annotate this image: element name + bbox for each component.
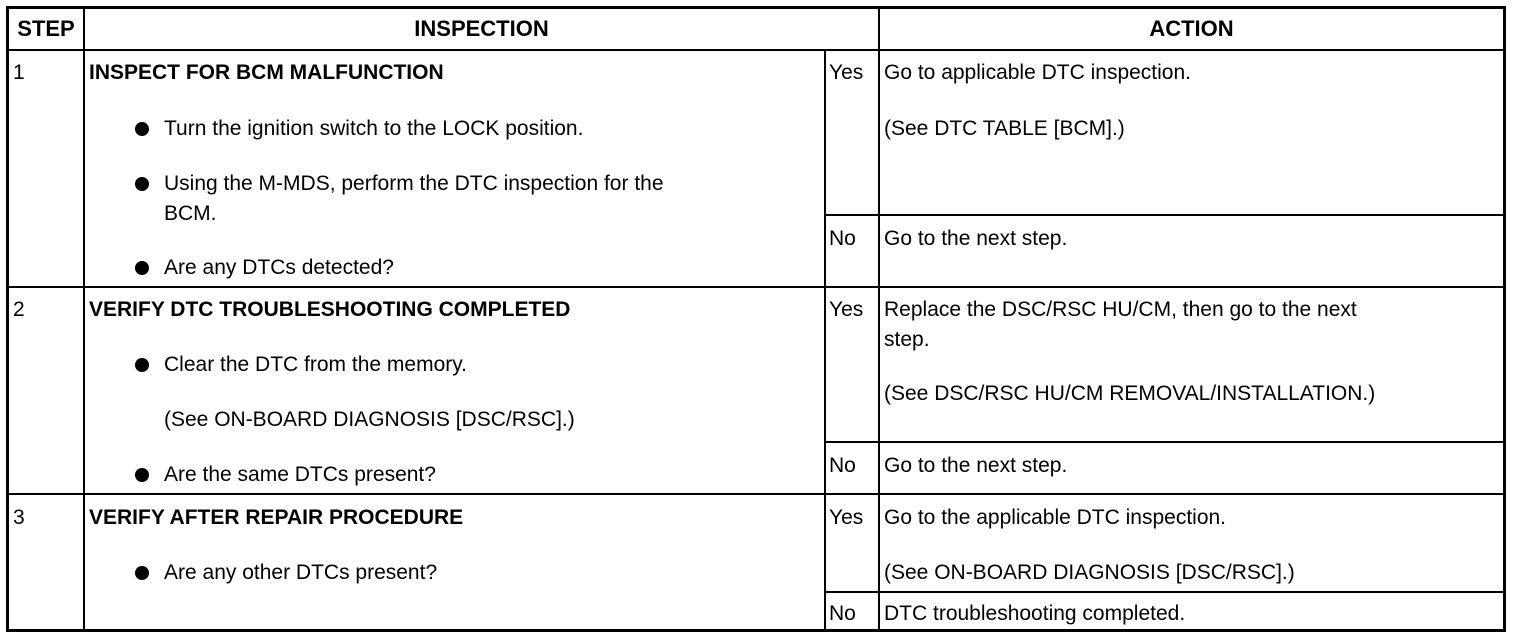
action-text: Go to applicable DTC inspection. <box>884 61 1191 84</box>
yes-label: Yes <box>829 61 864 84</box>
row-divider-2 <box>9 493 1503 495</box>
inspection-question: Are any DTCs detected? <box>164 256 394 279</box>
yes-no-divider-1 <box>824 214 1503 216</box>
inspection-reference: (See ON-BOARD DIAGNOSIS [DSC/RSC].) <box>164 408 575 431</box>
col-divider-action <box>878 9 880 629</box>
action-text: Replace the DSC/RSC HU/CM, then go to the next <box>884 298 1357 321</box>
diagnostic-table <box>6 6 1506 632</box>
header-action: ACTION <box>1149 16 1234 41</box>
step-number: 2 <box>13 298 25 321</box>
yes-label: Yes <box>829 506 864 529</box>
row-divider-1 <box>9 286 1503 288</box>
yes-label: Yes <box>829 298 864 321</box>
action-text: DTC troubleshooting completed. <box>884 602 1186 625</box>
no-label: No <box>829 454 856 477</box>
header-divider <box>9 49 1503 51</box>
action-text: Go to the next step. <box>884 227 1068 250</box>
bullet-icon <box>135 177 149 191</box>
action-text: Go to the applicable DTC inspection. <box>884 506 1227 529</box>
step-number: 1 <box>13 61 25 84</box>
bullet-icon <box>135 122 149 136</box>
action-text-continuation: step. <box>884 328 930 351</box>
step-title: INSPECT FOR BCM MALFUNCTION <box>89 61 444 84</box>
bullet-icon <box>135 566 149 580</box>
action-reference: (See DTC TABLE [BCM].) <box>884 117 1125 140</box>
col-divider-step <box>83 9 85 629</box>
yes-no-divider-2 <box>824 441 1503 443</box>
bullet-icon <box>135 358 149 372</box>
inspection-item-continuation: BCM. <box>164 202 217 225</box>
inspection-item: Turn the ignition switch to the LOCK position. <box>164 117 584 140</box>
no-label: No <box>829 227 856 250</box>
step-title: VERIFY AFTER REPAIR PROCEDURE <box>89 506 464 529</box>
step-number: 3 <box>13 506 25 529</box>
header-inspection: INSPECTION <box>414 16 549 41</box>
bullet-icon <box>135 261 149 275</box>
bullet-icon <box>135 468 149 482</box>
inspection-question: Are any other DTCs present? <box>164 561 438 584</box>
inspection-item: Using the M-MDS, perform the DTC inspection for the <box>164 172 664 195</box>
col-divider-yesno <box>824 49 826 629</box>
yes-no-divider-3 <box>824 591 1503 593</box>
inspection-item: Clear the DTC from the memory. <box>164 353 468 376</box>
action-reference: (See DSC/RSC HU/CM REMOVAL/INSTALLATION.) <box>884 382 1376 405</box>
action-text: Go to the next step. <box>884 454 1068 477</box>
header-step: STEP <box>17 16 75 41</box>
step-title: VERIFY DTC TROUBLESHOOTING COMPLETED <box>89 298 571 321</box>
no-label: No <box>829 602 856 625</box>
inspection-question: Are the same DTCs present? <box>164 463 436 486</box>
action-reference: (See ON-BOARD DIAGNOSIS [DSC/RSC].) <box>884 561 1295 584</box>
